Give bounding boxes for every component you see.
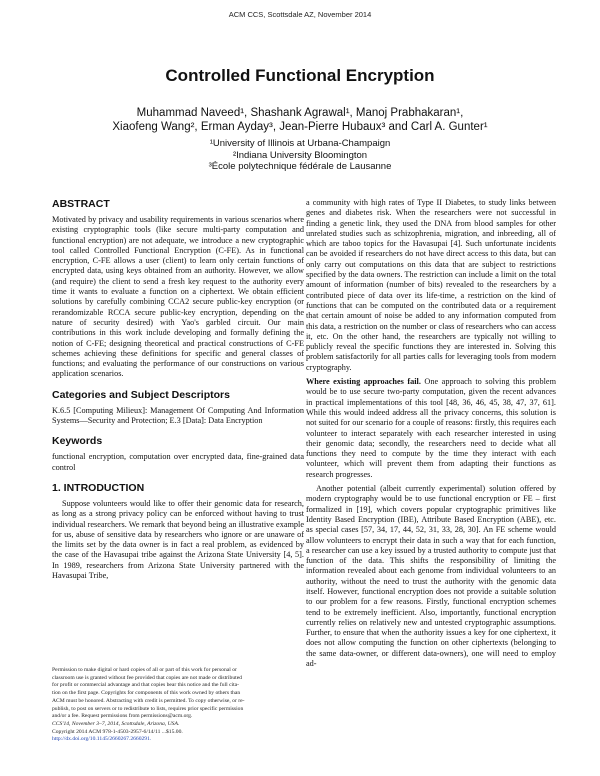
introduction-heading: 1. INTRODUCTION [52, 481, 145, 494]
doi-link[interactable]: http://dx.doi.org/10.1145/2660267.2660291. [52, 736, 152, 743]
paragraph-lead: Where existing approaches fail. [306, 377, 421, 387]
affiliation-1: ¹University of Illinois at Urbana-Champaign [209, 138, 391, 149]
affiliations [60, 138, 540, 173]
authors-line-2: Xiaofeng Wang², Erman Ayday³, Jean-Pierre Hubaux³ and Carl A. Gunter¹ [112, 121, 488, 133]
affiliation-2: ²Indiana University Bloomington [232, 149, 368, 161]
copyright-line: tion on the first page. Copyrights for components of this work owned by others than [52, 690, 241, 697]
copyright-line: and/or a fee. Request permissions from permissions@acm.org. [52, 713, 193, 720]
body-paragraph [306, 377, 556, 480]
authors-line-1: Muhammad Naveed¹, Shashank Agrawal¹, Manoj Prabhakaran¹, [136, 107, 464, 119]
copyright-line: Permission to make digital or hard copies of all or part of this work for personal or [52, 667, 237, 673]
copyright-line: classroom use is granted without fee provided that copies are not made or distributed [52, 674, 242, 681]
copyright-line: for profit or commercial advantage and that copies bear this notice and the full cita- [52, 682, 240, 689]
paragraph-text: One approach to solving this problem would be to use secure two-party computation, given the recent advances in practical implementations of this tool [48, 36, 46, 45, 38, 47, 37, 61]. While this would indeed address all the privacy concerns, this solution is not suited for our scenario for a couple of reasons: firstly, this requires each volunteer to interact separately with each researcher interested in using their genomic data; secondly, the researchers need to decide what all functions they need to compute by the time they interact with each volunteer, which will prevent them from adapting their functions as research progresses. [306, 377, 556, 479]
body-paragraph: a community with high rates of Type II Diabetes, to study links between genes and diabetes risk. When the researchers were not successful in finding a genetic link, they used the DNA from blood samples for other unrelated studies such as schizophrenia, migration, and inbreeding, all of which are taboo topics for the Havasupai [4]. Such unfortunate incidents can be avoided if researchers do not have direct access to this data, but can only carry out computations on this data that are subject to restrictions specified by the data owners. The restriction can include a limit on the total amount of information (number of bits) revealed to the researchers by a contributed piece of data over its life-time, a restriction on the kind of functions that can be computed on the contributed data or a requirement that certain amount of noise be added to any information computed from this data, a restriction on the number or class of researchers who can access it, etc. On the other hand, the researchers are typically not willing to publicly reveal the specific functions they are interested in. Solving this problem satisfactorily for all parties calls for leveraging tools from modern cryptography. [306, 198, 556, 372]
affiliation-3: ³École polytechnique fédérale de Lausanne [208, 161, 392, 172]
paper-title: Controlled Functional Encryption [165, 66, 435, 85]
running-head: ACM CCS, Scottsdale AZ, November 2014 [228, 10, 372, 19]
left-column [52, 198, 304, 585]
keywords-heading: Keywords [52, 435, 103, 448]
categories-text: K.6.5 [Computing Milieux]: Management Of Computing And Information Systems—Security and Protection; E.3 [Data]: Data Encryption [52, 405, 304, 426]
abstract-heading: ABSTRACT [52, 198, 110, 210]
keywords-text: functional encryption, computation over encrypted data, fine-grained data control [52, 452, 304, 472]
body-paragraph: Another potential (albeit currently experimental) solution offered by modern cryptography would be to use functional encryption or FE – first formalized in [19], which covers popular cryptographic primitives like Identity Based Encryption (IBE), Attribute Based Encryption (ABE), etc. as special cases [57, 34, 17, 44, 52, 31, 33, 28, 30]. An FE scheme would allow volunteers to encrypt their data in such a way that for each function, a researcher can use a key issued by a trusted authority to compute just that function of the data. This shifts the responsibility of limiting the information revealed about each genome from individual volunteers to an authority, without the need to trust the authority with the genomic data itself. However, functional encryption does not provide a suitable solution to our problem for a few reasons. Firstly, functional encryption schemes tend to be extremely inefficient. Also, importantly, functional encryption currently relies on relatively new and untested cryptographic assumptions. Further, to ensure that when the authority issues a key for one ciphertext, it does not allow computing the function on other ciphertexts (belonging to the same data-owner, or different data-owners), one will need to employ ad- [306, 484, 556, 669]
author-list [60, 106, 540, 134]
copyright-notice [52, 667, 304, 744]
copyright-line: Copyright 2014 ACM 978-1-4503-2957-6/14/11 ...$15.00. [52, 728, 183, 735]
right-column [306, 198, 556, 673]
abstract-text: Motivated by privacy and usability requirements in various scenarios where existing cryptographic tools (like secure multi-party computation and functional encryption) are not adequate, we introduce a new cryptographic tool called Controlled Functional Encryption (C-FE). As in functional encryption, C-FE allows a user (client) to learn only certain functions of encrypted data, using keys obtained from an authority. However, we allow (and require) the client to send a fresh key request to the authority every time it wants to evaluate a function on a ciphertext. We obtain efficient solutions by carefully combining CCA2 secure public-key encryption (or rerandomizable RCCA secure public-key encryption, depending on the nature of security desired) with Yao's garbled circuit. Our main contributions in this work include developing and formally defining the notion of C-FE; designing theoretical and practical constructions of C-FE schemes achieving these definitions for specific and general classes of functions; and evaluating the performance of our constructions on various application scenarios. [52, 215, 304, 379]
copyright-line: CCS'14, November 3–7, 2014, Scottsdale, Arizona, USA. [52, 720, 180, 727]
categories-heading: Categories and Subject Descriptors [52, 388, 230, 401]
copyright-line: ACM must be honored. Abstracting with credit is permitted. To copy otherwise, or re- [52, 697, 245, 704]
copyright-line: publish, to post on servers or to redistribute to lists, requires prior specific permission [52, 705, 244, 712]
introduction-text: Suppose volunteers would like to offer their genomic data for research, as long as a strong privacy policy can be enforced without having to trust individual researchers. We remark that beyond being an illustrative example for us, abuse of sensitive data by researchers who ignore or are unaware of the limits set by the data owner is in fact a real problem, as evidenced by the case of the Havasupai tribe against the Arizona State University [4, 5]. In 1989, researchers from Arizona State University partnered with the Havasupai Tribe, [52, 498, 304, 581]
